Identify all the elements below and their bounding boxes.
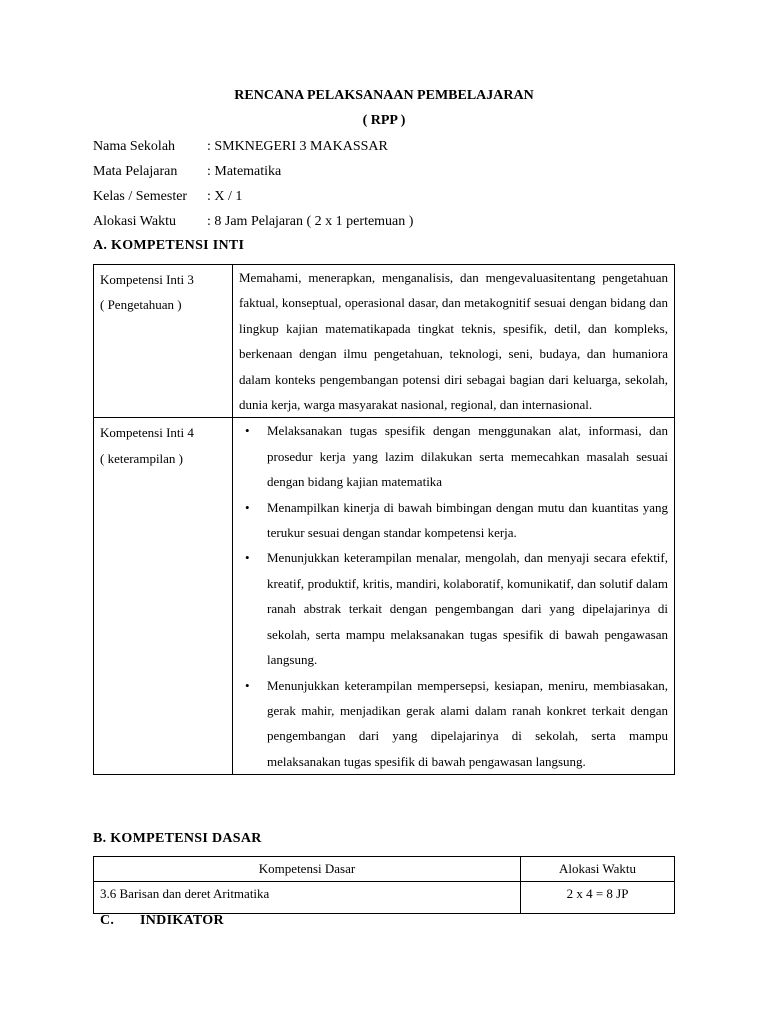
kompetensi-dasar-table [93,856,675,914]
ki3-sublabel: ( Pengetahuan ) [100,297,182,313]
list-item: • Menunjukkan keterampilan menalar, mengolah, dan menyaji secara efektif, kreatif, produktif, kritis, mandiri, kolaboratif, komunikatif, dan solutif dalam ranah abstrak terkait dengan pengembangan dari yang dipelajarinya di sekolah, serta mampu melaksanakan tugas spesifik di bawah pengawasan langsung. [267,545,668,672]
meta-label: Alokasi Waktu [93,214,176,229]
table-row [94,265,675,418]
table-cell: 3.6 Barisan dan deret Aritmatika [94,882,521,914]
meta-value: : Matematika [207,164,282,179]
table-row [94,882,675,914]
column-header: Alokasi Waktu [521,857,675,882]
meta-label: Kelas / Semester [93,189,188,204]
meta-label: Mata Pelajaran [93,164,178,179]
ki4-label: Kompetensi Inti 4 [100,425,194,441]
list-item: • Menampilkan kinerja di bawah bimbingan dengan mutu dan kuantitas yang terukur sesuai dengan standar kompetensi kerja. [267,495,668,546]
table-header-row [94,857,675,882]
ki4-sublabel: ( keterampilan ) [100,450,184,466]
ki3-label-cell [94,265,233,418]
list-item: • Melaksanakan tugas spesifik dengan menggunakan alat, informasi, dan prosedur kerja yang lazim dilakukan serta memecahkan masalah sesuai dengan bidang kajian matematika [267,418,668,494]
ki3-label: Kompetensi Inti 3 [100,272,194,287]
table-row [94,418,675,775]
section-a-heading: A. KOMPETENSI INTI [93,238,245,253]
meta-label: Nama Sekolah [93,139,176,154]
list-item: • Menunjukkan keterampilan mempersepsi, kesiapan, meniru, membiasakan, gerak mahir, menjadikan gerak alami dalam ranah konkret terkait dengan pengembangan dari yang dipelajarinya di sekolah, serta mampu melaksanakan tugas spesifik di bawah pengawasan langsung. [267,673,668,775]
section-b-heading: B. KOMPETENSI DASAR [93,831,262,846]
kompetensi-inti-table [93,264,675,775]
column-header: Kompetensi Dasar [94,857,521,882]
section-c-heading: INDIKATOR [140,913,224,928]
document-subtitle: ( RPP ) [362,113,406,128]
ki4-list [239,418,668,774]
meta-value: : X / 1 [207,189,243,204]
meta-value: : SMKNEGERI 3 MAKASSAR [207,139,388,154]
ki4-list-cell [233,418,675,775]
document-title: RENCANA PELAKSANAAN PEMBELAJARAN [234,88,534,103]
meta-value: : 8 Jam Pelajaran ( 2 x 1 pertemuan ) [207,214,414,229]
ki4-label-cell [94,418,233,775]
ki3-text: Memahami, menerapkan, menganalisis, dan mengevaluasitentang pengetahuan faktual, konseptual, operasional dasar, dan metakognitif sesuai dengan bidang dan lingkup kajian matematikapada tingkat teknis, spesifik, detil, dan kompleks, berkenaan dengan ilmu pengetahuan, teknologi, seni, budaya, dan humaniora dalam konteks pengembangan potensi diri sebagai bagian dari keluarga, sekolah, dunia kerja, warga masyarakat nasional, regional, dan internasional. [233,265,675,418]
section-c-letter: C. [100,913,115,928]
table-cell: 2 x 4 = 8 JP [521,882,675,914]
